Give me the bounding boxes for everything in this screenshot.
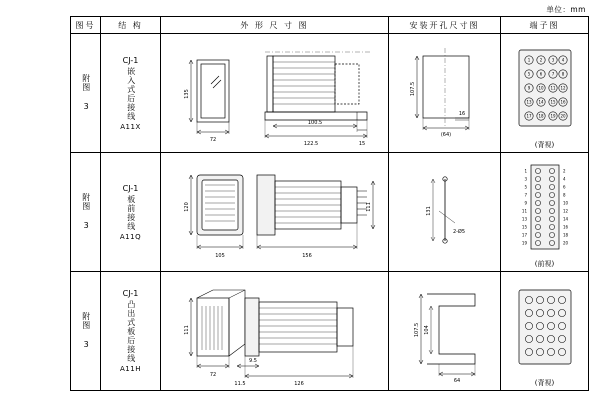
svg-text:14: 14	[538, 99, 544, 105]
row2-terminal-drawing	[501, 153, 589, 271]
row3-structure-cell	[101, 272, 161, 391]
row1-outline-drawing	[161, 34, 389, 152]
svg-text:11: 11	[550, 85, 556, 91]
header-fig-no: 图号	[71, 17, 101, 34]
svg-text:4: 4	[561, 57, 565, 63]
row3-dim-104: 104	[424, 325, 430, 335]
header-terminal: 端子图	[501, 17, 589, 34]
svg-text:18: 18	[538, 113, 544, 119]
row2-model: CJ-1	[122, 183, 139, 193]
svg-text:3: 3	[524, 176, 527, 182]
svg-text:8: 8	[563, 192, 566, 198]
svg-text:3: 3	[551, 57, 555, 63]
svg-text:9: 9	[527, 85, 531, 91]
svg-text:4: 4	[563, 176, 566, 182]
table-header-row	[71, 17, 589, 34]
svg-text:2: 2	[539, 57, 543, 63]
svg-text:1: 1	[527, 57, 531, 63]
svg-text:6: 6	[563, 184, 566, 190]
table-row	[71, 153, 589, 272]
row1-structure-cell	[101, 34, 161, 153]
svg-text:5: 5	[527, 71, 531, 77]
row1-fig-no-cell	[71, 34, 101, 153]
row3-fig-no: 附图 3	[81, 312, 91, 350]
svg-text:2: 2	[563, 168, 566, 174]
header-mounting: 安装开孔尺寸图	[389, 17, 501, 34]
row3-dim-115: 11.5	[234, 381, 246, 387]
svg-text:8: 8	[561, 71, 565, 77]
row2-outline-drawing	[161, 153, 389, 271]
row3-mounting-cell	[389, 272, 501, 391]
row1-dim-1005: 100.5	[307, 120, 323, 126]
svg-text:5: 5	[524, 184, 527, 190]
row3-dim-95: 9.5	[249, 358, 257, 364]
row1-dim-16: 16	[458, 111, 466, 117]
row1-terminal-drawing	[501, 34, 589, 152]
row3-dim-126: 126	[294, 381, 304, 387]
svg-text:16: 16	[560, 99, 566, 105]
row3-terminal-drawing	[501, 272, 589, 390]
svg-text:10: 10	[563, 200, 569, 206]
table-row	[71, 272, 589, 391]
svg-text:16: 16	[563, 224, 569, 230]
row3-dim-1075: 107.5	[414, 322, 420, 338]
row2-mounting-cell	[389, 153, 501, 272]
row2-outline-cell	[161, 153, 389, 272]
svg-text:6: 6	[539, 71, 543, 77]
row1-dim-1075: 107.5	[410, 81, 416, 97]
row3-model: CJ-1	[122, 289, 139, 298]
row1-dim-64: (64)	[440, 132, 452, 138]
svg-text:15: 15	[550, 99, 556, 105]
row2-fig-no-cell	[71, 153, 101, 272]
row1-outline-cell	[161, 34, 389, 153]
row3-desc: 凸出式板后接线	[126, 300, 136, 363]
row3-outline-drawing	[161, 272, 389, 390]
header-outline: 外 形 尺 寸 图	[161, 17, 389, 34]
row1-dim-135: 135	[184, 89, 190, 99]
row1-dim-72: 72	[209, 137, 217, 143]
row2-fig-no: 附图 3	[81, 193, 91, 231]
svg-text:7: 7	[524, 192, 527, 198]
svg-text:12: 12	[560, 85, 566, 91]
row1-fig-no: 附图 3	[81, 74, 91, 112]
row3-terminal-view-label: (背视)	[534, 379, 555, 387]
row2-dim-105: 105	[215, 253, 225, 259]
row3-dim-111: 111	[184, 325, 190, 335]
row2-dim-156: 156	[302, 253, 312, 259]
row1-desc: 嵌入式后接线	[126, 66, 136, 121]
row2-terminal-cell	[501, 153, 589, 272]
table-row	[71, 34, 589, 153]
row2-dim-120: 120	[184, 202, 190, 212]
svg-text:19: 19	[550, 113, 556, 119]
row2-structure-cell	[101, 153, 161, 272]
row1-terminal-cell	[501, 34, 589, 153]
svg-text:20: 20	[560, 113, 566, 119]
row1-mounting-cell	[389, 34, 501, 153]
unit-note: 单位：mm	[546, 5, 586, 14]
row2-dim-111: 111	[366, 202, 372, 212]
svg-text:17: 17	[521, 232, 527, 238]
row2-code: A11Q	[119, 232, 142, 241]
row3-fig-no-cell	[71, 272, 101, 391]
svg-text:15: 15	[521, 224, 527, 230]
svg-text:13: 13	[526, 99, 532, 105]
row1-mounting-drawing	[389, 34, 501, 152]
svg-text:9: 9	[524, 200, 527, 206]
svg-text:13: 13	[521, 216, 527, 222]
row2-mounting-drawing	[389, 153, 501, 271]
row1-dim-15: 15	[358, 141, 366, 147]
row3-code: A11H	[120, 365, 141, 373]
svg-text:14: 14	[563, 216, 569, 222]
svg-text:12: 12	[563, 208, 569, 214]
row1-dim-1225: 122.5	[303, 141, 319, 147]
row2-desc: 板前接线	[126, 194, 136, 231]
row3-dim-64: 64	[453, 378, 461, 384]
row2-dim-2x5: 2-Ø5	[452, 229, 466, 235]
header-structure: 结 构	[101, 17, 161, 34]
svg-text:10: 10	[538, 85, 544, 91]
row3-terminal-cell	[501, 272, 589, 391]
row3-dim-72: 72	[209, 372, 217, 378]
svg-text:17: 17	[526, 113, 532, 119]
svg-text:18: 18	[563, 232, 569, 238]
svg-text:20: 20	[563, 240, 569, 246]
row3-outline-cell	[161, 272, 389, 391]
row3-mounting-drawing	[389, 272, 501, 390]
svg-text:1: 1	[524, 168, 527, 174]
row2-dim-131: 131	[426, 206, 432, 216]
row1-code: A11X	[120, 122, 141, 131]
svg-text:7: 7	[551, 71, 555, 77]
row1-terminal-view-label: (背视)	[534, 141, 555, 149]
svg-text:19: 19	[521, 240, 527, 246]
spec-table	[70, 16, 589, 391]
row2-terminal-view-label: (前视)	[534, 260, 555, 268]
row1-model: CJ-1	[122, 55, 139, 65]
svg-text:11: 11	[521, 208, 527, 214]
